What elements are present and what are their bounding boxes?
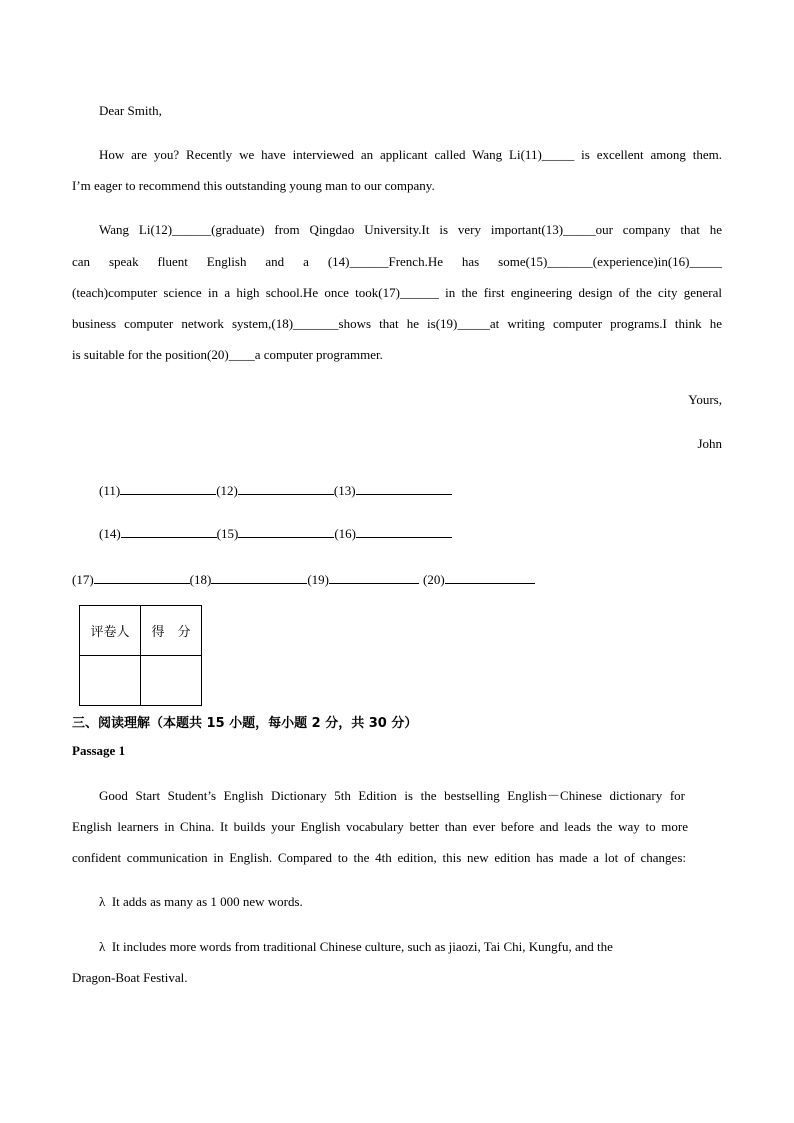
answer-label: (15) [216,526,239,541]
grading-table [79,605,202,706]
answer-row-2 [99,525,452,542]
answer-blank[interactable] [238,482,334,495]
score-cell[interactable] [141,656,202,706]
answer-blank[interactable] [445,571,535,584]
answer-label: (12) [216,483,238,498]
letter-paragraph-2-line-1: Wang Li(12)______(graduate) from Qingdao University.It is very important(13)_____our company that he [99,222,722,237]
bullet-text: It adds as many as 1 000 new words. [111,894,303,909]
answer-blank[interactable] [211,571,307,584]
letter-paragraph-2-line-3: (teach)computer science in a high school.He once took(17)______ in the first engineering design of the city general [72,285,722,300]
letter-salutation: Dear Smith, [99,103,162,118]
answer-blank[interactable] [356,482,452,495]
bullet-icon: λ [99,939,106,954]
section-title: 三、阅读理解（本题共 15 小题，每小题 2 分，共 30 分） [72,716,418,731]
letter-paragraph-2-line-2: can speak fluent English and a (14)______French.He has some(15)_______(experience)in(16)_____ [72,254,722,269]
passage-bullet-2 [99,939,613,955]
bullet-icon: λ [99,894,106,909]
passage-paragraph-line-2: English learners in China. It builds your English vocabulary better than ever before and leads the way to more [72,819,688,834]
grader-header: 评卷人 [80,606,141,656]
score-header: 得 分 [141,606,202,656]
answer-label: (19) [307,572,330,587]
letter-paragraph-2-line-5: is suitable for the position(20)____a computer programmer. [72,347,383,362]
letter-signature: John [697,436,722,451]
passage-bullet-1 [99,894,303,910]
letter-paragraph-1-line-1: How are you? Recently we have interviewed an applicant called Wang Li(11)_____ is excellent among them. [99,147,722,162]
answer-label: (11) [99,483,121,498]
answer-row-3 [72,571,535,588]
answer-blank[interactable] [120,482,216,495]
answer-label: (18) [189,572,212,587]
letter-closing: Yours, [688,392,722,407]
answer-blank[interactable] [356,525,452,538]
bullet-text: It includes more words from traditional Chinese culture, such as jiaozi, Tai Chi, Kungfu, and the [111,939,613,954]
passage-title: Passage 1 [72,743,126,758]
answer-row-1 [99,482,452,499]
letter-paragraph-2-line-4: business computer network system,(18)_______shows that he is(19)_____at writing computer programs.I think he [72,316,722,331]
answer-label: (16) [334,526,357,541]
passage-paragraph-line-3: confident communication in English. Compared to the 4th edition, this new edition has made a lot of changes: [72,850,686,865]
answer-label: (20) [423,572,445,587]
answer-blank[interactable] [121,525,217,538]
passage-bullet-2-continuation: Dragon-Boat Festival. [72,970,188,985]
answer-blank[interactable] [94,571,190,584]
passage-paragraph-line-1: Good Start Student’s English Dictionary 5th Edition is the bestselling English－Chinese dictionary for [99,788,685,803]
answer-label: (17) [72,572,94,587]
answer-label: (14) [99,526,121,541]
answer-blank[interactable] [238,525,334,538]
answer-label: (13) [333,483,356,498]
letter-paragraph-1-line-2: I’m eager to recommend this outstanding young man to our company. [72,178,435,193]
grader-cell[interactable] [80,656,141,706]
answer-blank[interactable] [329,571,419,584]
